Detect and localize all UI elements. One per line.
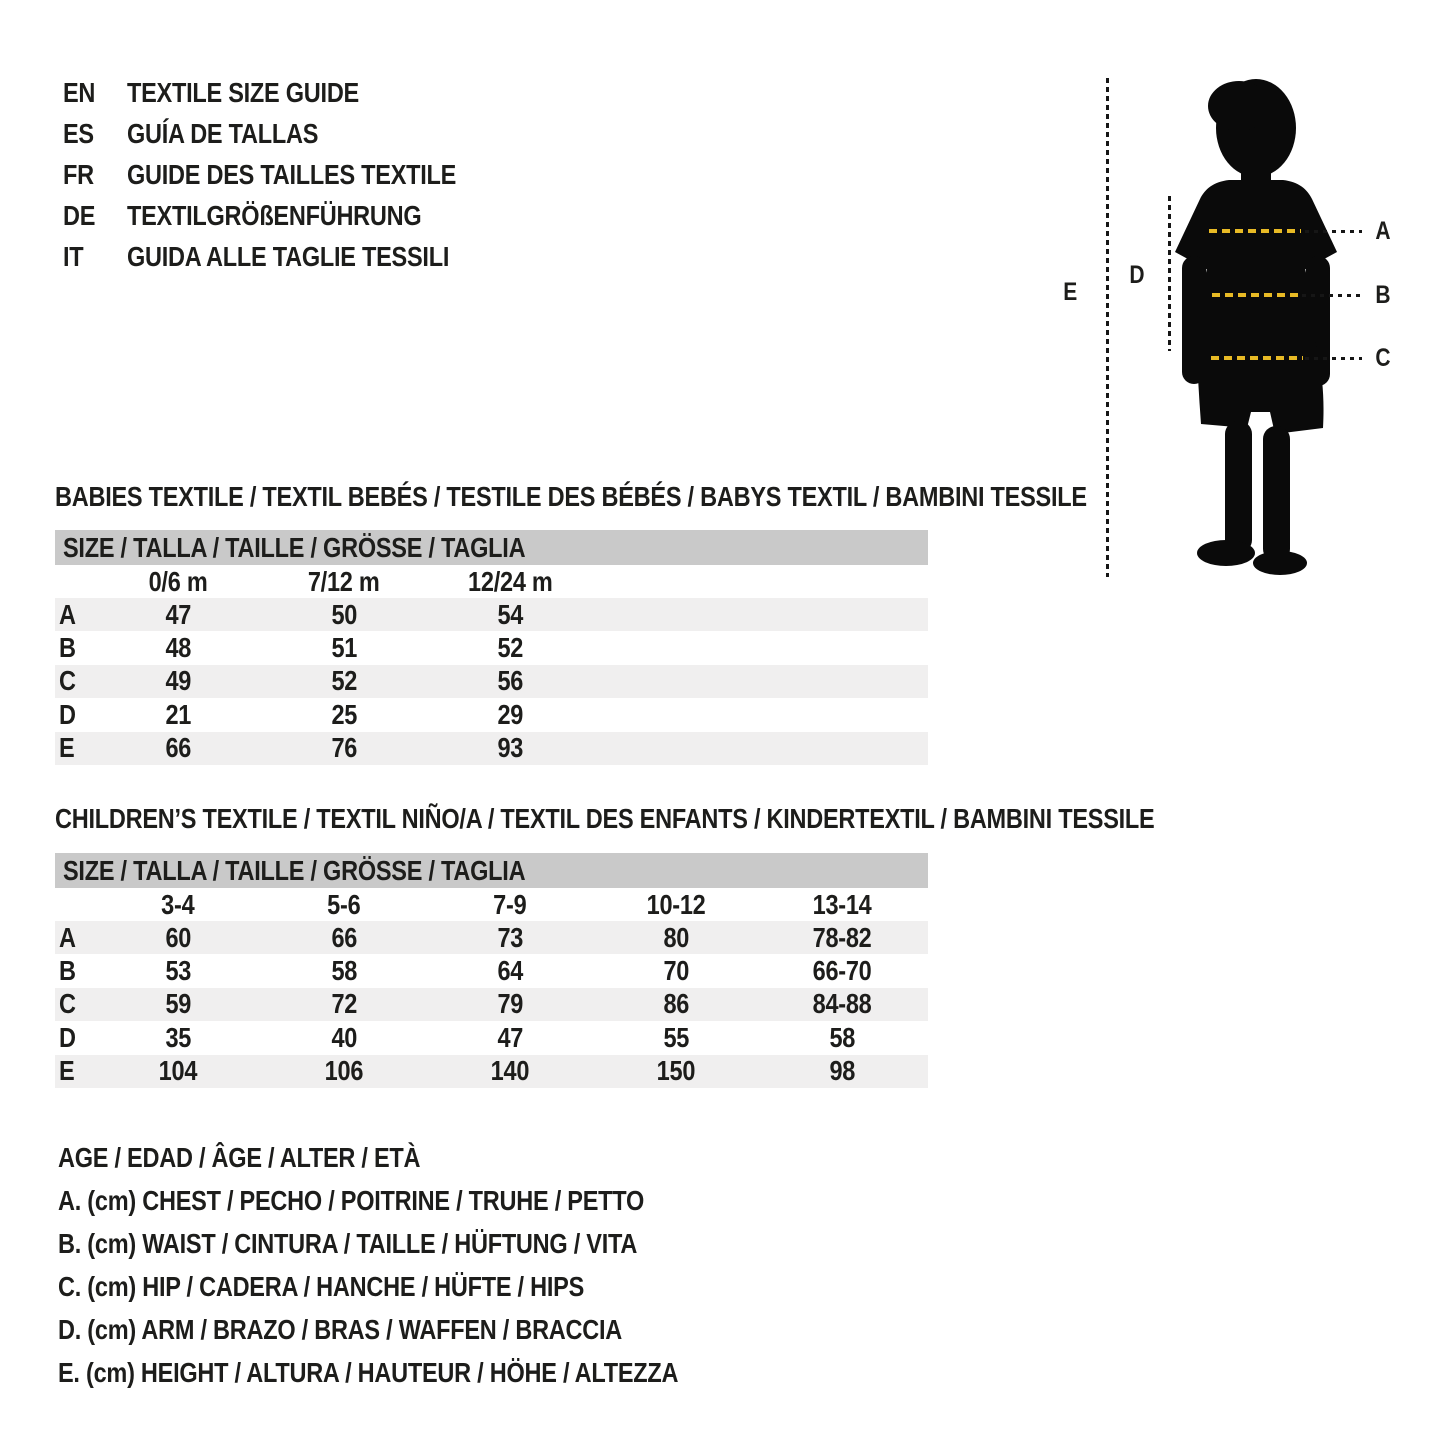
guide-title: GUÍA DE TALLAS <box>127 117 319 149</box>
label-d: D <box>1129 261 1145 289</box>
children-size-header-bar: SIZE / TALLA / TAILLE / GRÖSSE / TAGLIA <box>55 853 928 888</box>
guide-title: GUIDA ALLE TAGLIE TESSILI <box>127 240 450 272</box>
row-label: E <box>59 732 75 764</box>
guide-title: TEXTILE SIZE GUIDE <box>127 76 359 108</box>
children-section-title: CHILDREN’S TEXTILE / TEXTIL NIÑO/A / TEXTIL DES ENFANTS / KINDERTEXTIL / BAMBINI TESSILE <box>55 803 1155 834</box>
value-cell: 66 <box>331 921 357 953</box>
table-row-e <box>55 1055 928 1088</box>
column-header: 13-14 <box>812 889 872 920</box>
legend-age: AGE / EDAD / ÂGE / ALTER / ETÀ <box>58 1141 421 1173</box>
language-code: EN <box>63 76 96 108</box>
value-cell: 58 <box>331 955 357 987</box>
label-e: E <box>1063 278 1078 306</box>
value-cell: 73 <box>497 921 523 953</box>
language-code: ES <box>63 117 94 149</box>
value-cell: 54 <box>497 598 523 630</box>
column-header: 7-9 <box>493 889 527 920</box>
label-c: C <box>1375 344 1391 372</box>
row-label: D <box>59 1021 76 1053</box>
value-cell: 48 <box>165 632 191 664</box>
value-cell: 59 <box>165 988 191 1020</box>
guide-title: TEXTILGRÖßENFÜHRUNG <box>127 199 422 231</box>
chest-dots-line-a <box>1305 230 1362 233</box>
chest-dash-line-a <box>1209 229 1301 233</box>
language-title-list <box>63 72 519 277</box>
value-cell: 72 <box>331 988 357 1020</box>
value-cell: 40 <box>331 1021 357 1053</box>
hip-dots-line-c <box>1305 357 1362 360</box>
value-cell: 66-70 <box>812 955 872 987</box>
table-row-b <box>55 631 928 664</box>
value-cell: 51 <box>331 632 357 664</box>
value-cell: 150 <box>656 1055 696 1087</box>
value-cell: 21 <box>165 698 191 730</box>
value-cell: 76 <box>331 732 357 764</box>
value-cell: 53 <box>165 955 191 987</box>
row-label: A <box>59 598 76 630</box>
language-row-fr <box>63 154 519 195</box>
table-row-d <box>55 698 928 731</box>
language-row-de <box>63 195 519 236</box>
value-cell: 52 <box>497 632 523 664</box>
value-cell: 140 <box>490 1055 530 1087</box>
row-label: D <box>59 698 76 730</box>
row-label: E <box>59 1055 75 1087</box>
value-cell: 86 <box>663 988 689 1020</box>
waist-dash-line-b <box>1212 293 1298 297</box>
children-column-header-row <box>55 889 928 921</box>
language-code: DE <box>63 199 96 231</box>
table-row-c <box>55 988 928 1021</box>
table-row-a <box>55 921 928 954</box>
table-row-b <box>55 954 928 987</box>
value-cell: 98 <box>829 1055 855 1087</box>
babies-column-header-row <box>55 566 928 598</box>
value-cell: 78-82 <box>812 921 872 953</box>
column-header: 10-12 <box>646 889 706 920</box>
language-code: IT <box>63 240 84 272</box>
babies-size-header-bar: SIZE / TALLA / TAILLE / GRÖSSE / TAGLIA <box>55 530 928 565</box>
language-row-en <box>63 72 519 113</box>
measurement-legend <box>58 1136 796 1394</box>
table-row-d <box>55 1021 928 1054</box>
column-header: 5-6 <box>327 889 361 920</box>
table-row-e <box>55 732 928 765</box>
value-cell: 104 <box>158 1055 198 1087</box>
babies-size-table <box>55 566 928 765</box>
column-header: 7/12 m <box>308 566 380 597</box>
value-cell: 66 <box>165 732 191 764</box>
value-cell: 52 <box>331 665 357 697</box>
column-header: 3-4 <box>161 889 195 920</box>
label-b: B <box>1375 281 1391 309</box>
row-label: B <box>59 632 76 664</box>
value-cell: 84-88 <box>812 988 872 1020</box>
value-cell: 60 <box>165 921 191 953</box>
row-label: C <box>59 665 76 697</box>
value-cell: 93 <box>497 732 523 764</box>
table-row-c <box>55 665 928 698</box>
value-cell: 49 <box>165 665 191 697</box>
legend-arm-d: D. (cm) ARM / BRAZO / BRAS / WAFFEN / BRACCIA <box>58 1313 623 1345</box>
value-cell: 47 <box>165 598 191 630</box>
guide-title: GUIDE DES TAILLES TEXTILE <box>127 158 457 190</box>
column-header: 12/24 m <box>467 566 553 597</box>
label-a: A <box>1375 217 1391 245</box>
value-cell: 50 <box>331 598 357 630</box>
value-cell: 58 <box>829 1021 855 1053</box>
value-cell: 80 <box>663 921 689 953</box>
table-row-a <box>55 598 928 631</box>
value-cell: 70 <box>663 955 689 987</box>
language-row-it <box>63 236 519 277</box>
value-cell: 64 <box>497 955 523 987</box>
value-cell: 106 <box>324 1055 364 1087</box>
legend-height-e: E. (cm) HEIGHT / ALTURA / HAUTEUR / HÖHE / ALTEZZA <box>58 1356 679 1388</box>
row-label: B <box>59 955 76 987</box>
value-cell: 55 <box>663 1021 689 1053</box>
language-code: FR <box>63 158 94 190</box>
row-label: C <box>59 988 76 1020</box>
legend-chest-a: A. (cm) CHEST / PECHO / POITRINE / TRUHE / PETTO <box>58 1184 644 1216</box>
language-row-es <box>63 113 519 154</box>
value-cell: 47 <box>497 1021 523 1053</box>
column-header: 0/6 m <box>148 566 208 597</box>
children-size-table <box>55 889 928 1088</box>
value-cell: 29 <box>497 698 523 730</box>
value-cell: 25 <box>331 698 357 730</box>
row-label: A <box>59 921 76 953</box>
legend-waist-b: B. (cm) WAIST / CINTURA / TAILLE / HÜFTUNG / VITA <box>58 1227 638 1259</box>
waist-dots-line-b <box>1302 294 1362 297</box>
legend-hip-c: C. (cm) HIP / CADERA / HANCHE / HÜFTE / HIPS <box>58 1270 585 1302</box>
babies-section-title: BABIES TEXTILE / TEXTIL BEBÉS / TESTILE DES BÉBÉS / BABYS TEXTIL / BAMBINI TESSILE <box>55 481 1087 512</box>
value-cell: 79 <box>497 988 523 1020</box>
value-cell: 35 <box>165 1021 191 1053</box>
value-cell: 56 <box>497 665 523 697</box>
hip-dash-line-c <box>1211 356 1303 360</box>
